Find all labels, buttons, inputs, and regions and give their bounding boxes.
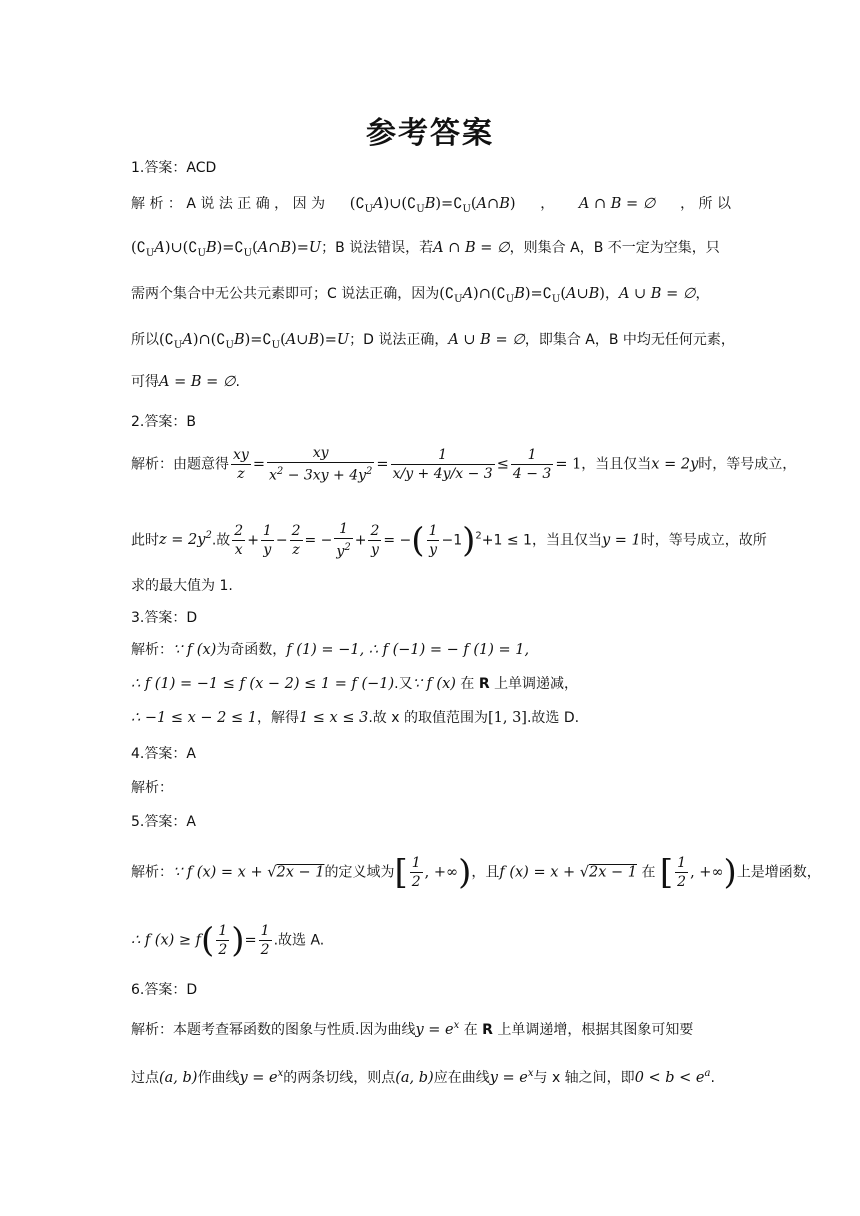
q4-answer: 4.答案：A: [131, 746, 196, 762]
q2-text: ，当且仅当: [581, 456, 652, 473]
q2-text: ，当且仅当: [531, 532, 602, 549]
q1-text: ；D 说法正确，: [349, 332, 449, 348]
q1-formula: A ∪ B = ∅: [448, 332, 525, 348]
q2-text: 时，等号成立，: [698, 456, 797, 473]
q5-text: 上是增函数，: [736, 864, 821, 881]
q5-text: 在: [641, 864, 656, 881]
q2-fraction: $\frac{xy}{x^2 - 3xy + 4y^2}$: [268, 445, 373, 484]
q3-text: 为奇函数，: [216, 642, 287, 658]
q1-formula: A ∩ B = ∅: [433, 240, 510, 256]
q1-formula: $(∁_UA)\cup(∁_UB)=∁_U(A\cap B)$: [349, 196, 516, 215]
q6-text: 过点: [131, 1069, 159, 1086]
q1-formula: A ∪ B = ∅: [618, 286, 696, 302]
q3-R: R: [478, 676, 490, 692]
q3-text: .故 x 的取值范围为: [368, 710, 488, 726]
q2-line3: 求的最大值为 1.: [131, 578, 233, 594]
q1-line1: [131, 194, 731, 220]
q2-text: 此时: [131, 532, 159, 549]
q5-text: ，且: [471, 864, 500, 881]
q2-text: 解析：由题意得: [131, 456, 229, 473]
q3-answer: 3.答案：D: [131, 610, 198, 626]
q3-line2: ∴ f (1) = −1 ≤ f (x − 2) ≤ 1 = f (−1).又∵ f (x) 在 R 上单调递减，: [131, 676, 579, 692]
q1-formula: $(∁_UA)\cup(∁_UB)=∁_U(A\cap B)=U$: [131, 240, 322, 259]
q6-text: 与 x 轴之间，即: [533, 1069, 635, 1086]
q6-text: 在: [463, 1021, 478, 1038]
q6-text: 作曲线: [197, 1069, 240, 1086]
q1-line4: [131, 330, 735, 356]
q2-fraction: $\frac{1}{4 - 3}$: [512, 446, 552, 482]
q2-line2: 此时$z = 2y^2$.故 $\frac{2}{x}$ + $\frac{1}{y}$ − $\frac{2}{z}$ = − $\frac{1}{y^2}$ + $\frac{2}{y}$ = −( $\frac{1}{y}$ −1)$^2$+1 ≤ 1，当且仅当y = 1时，等号成立，故所: [131, 520, 767, 561]
q1-formula: $(∁_UA)\cap(∁_UB)=∁_U(A\cup B)=U$: [159, 332, 350, 351]
q3-line1: 解析：∵ f (x)为奇函数，f (1) = −1, ∴ f (−1) = − f (1) = 1,: [131, 642, 530, 658]
q2-text: .故: [211, 532, 231, 549]
page-title: 参考答案: [366, 116, 494, 151]
q4-line1: 解析：: [131, 780, 173, 796]
q6-text: 上单调递增，根据其图象可知要: [497, 1021, 694, 1038]
q1-text: ；B 说法错误，若: [321, 240, 434, 256]
q1-text: 需两个集合中无公共元素即可；C 说法正确，因为: [131, 286, 440, 302]
q1-answer: 1.答案：ACD: [131, 160, 217, 176]
q1-line5: 可得A = B = ∅.: [131, 374, 240, 390]
q1-formula: A ∩ B = ∅: [578, 196, 656, 212]
q6-R: R: [482, 1021, 493, 1038]
q1-text: ， 所 以: [680, 196, 731, 212]
q5-line1: 解析：∵ f (x) = x + √2x − 1的定义域为[ $\frac{1}{2}$ , +∞)，且f (x) = x + √2x − 1 在 [ $\frac{1}{2}$ , +∞)上是增函数，: [131, 852, 821, 893]
q3-text: 上单调递减，: [494, 676, 579, 692]
q1-text: 解 析 ： A 说 法 正 确 ， 因 为: [131, 196, 326, 212]
q3-text: 在: [460, 676, 475, 692]
q1-text: 可得: [131, 374, 159, 390]
q2-fraction: $\frac{xy}{z}$: [233, 446, 249, 482]
q1-text: ，则集合 A，B 不一定为空集，只: [509, 240, 720, 256]
q5-text: .故选 A.: [273, 932, 325, 949]
q1-line2: [131, 238, 731, 264]
q3-text: ，解得: [256, 710, 299, 726]
q2-text: 时，等号成立，故所: [640, 532, 767, 549]
q1-formula: A = B = ∅: [159, 374, 236, 390]
q6-text: 应在曲线: [433, 1069, 490, 1086]
q3-line3: ∴ −1 ≤ x − 2 ≤ 1，解得1 ≤ x ≤ 3.故 x 的取值范围为[1, 3].故选 D.: [131, 710, 580, 726]
q1-text: 所以: [131, 332, 159, 348]
q6-line1: 解析：本题考查幂函数的图象与性质.因为曲线$y = e^x$ 在 R 上单调递增，根据其图象可知要: [131, 1020, 694, 1038]
q5-text: 解析：: [131, 864, 173, 881]
q5-line2: ∴ f (x) ≥ f( $\frac{1}{2}$ )= $\frac{1}{2}$ .故选 A.: [131, 920, 325, 961]
q1-formula: $(∁_UA)\cap(∁_UB)=∁_U(A\cup B)$: [439, 286, 605, 305]
q3-text: .故选 D.: [526, 710, 580, 726]
q2-answer: 2.答案：B: [131, 414, 196, 430]
q5-answer: 5.答案：A: [131, 814, 196, 830]
q3-text: .又: [394, 676, 413, 692]
q1-text: ，: [540, 196, 555, 212]
q1-line3: 需两个集合中无公共元素即可；C 说法正确，因为$(∁_UA)\cap(∁_UB)=∁_U(A\cup B)$，A ∪ B = ∅，: [131, 286, 710, 305]
q6-line2: 过点(a, b)作曲线$y = e^x$的两条切线，则点(a, b)应在曲线$y = e^x$与 x 轴之间，即$0 < b < e^a$.: [131, 1068, 715, 1086]
q6-text: 的两条切线，则点: [283, 1069, 396, 1086]
q2-line1: 解析：由题意得 $\frac{xy}{z}$ = $\frac{xy}{x^2 - 3xy + 4y^2}$ = $\frac{1}{x/y + 4y/x - 3}$ ≤ $\frac{1}{4 - 3}$ = 1，当且仅当x = 2y时，等号成立，: [131, 445, 797, 484]
q5-text: 的定义域为: [324, 864, 395, 881]
q2-fraction: $\frac{1}{x/y + 4y/x - 3}$: [392, 446, 493, 482]
q3-text: 解析：: [131, 642, 173, 658]
q6-text: 解析：本题考查幂函数的图象与性质.因为曲线: [131, 1021, 416, 1038]
q1-text: ，即集合 A，B 中均无任何元素，: [524, 332, 735, 348]
q6-answer: 6.答案：D: [131, 982, 198, 998]
